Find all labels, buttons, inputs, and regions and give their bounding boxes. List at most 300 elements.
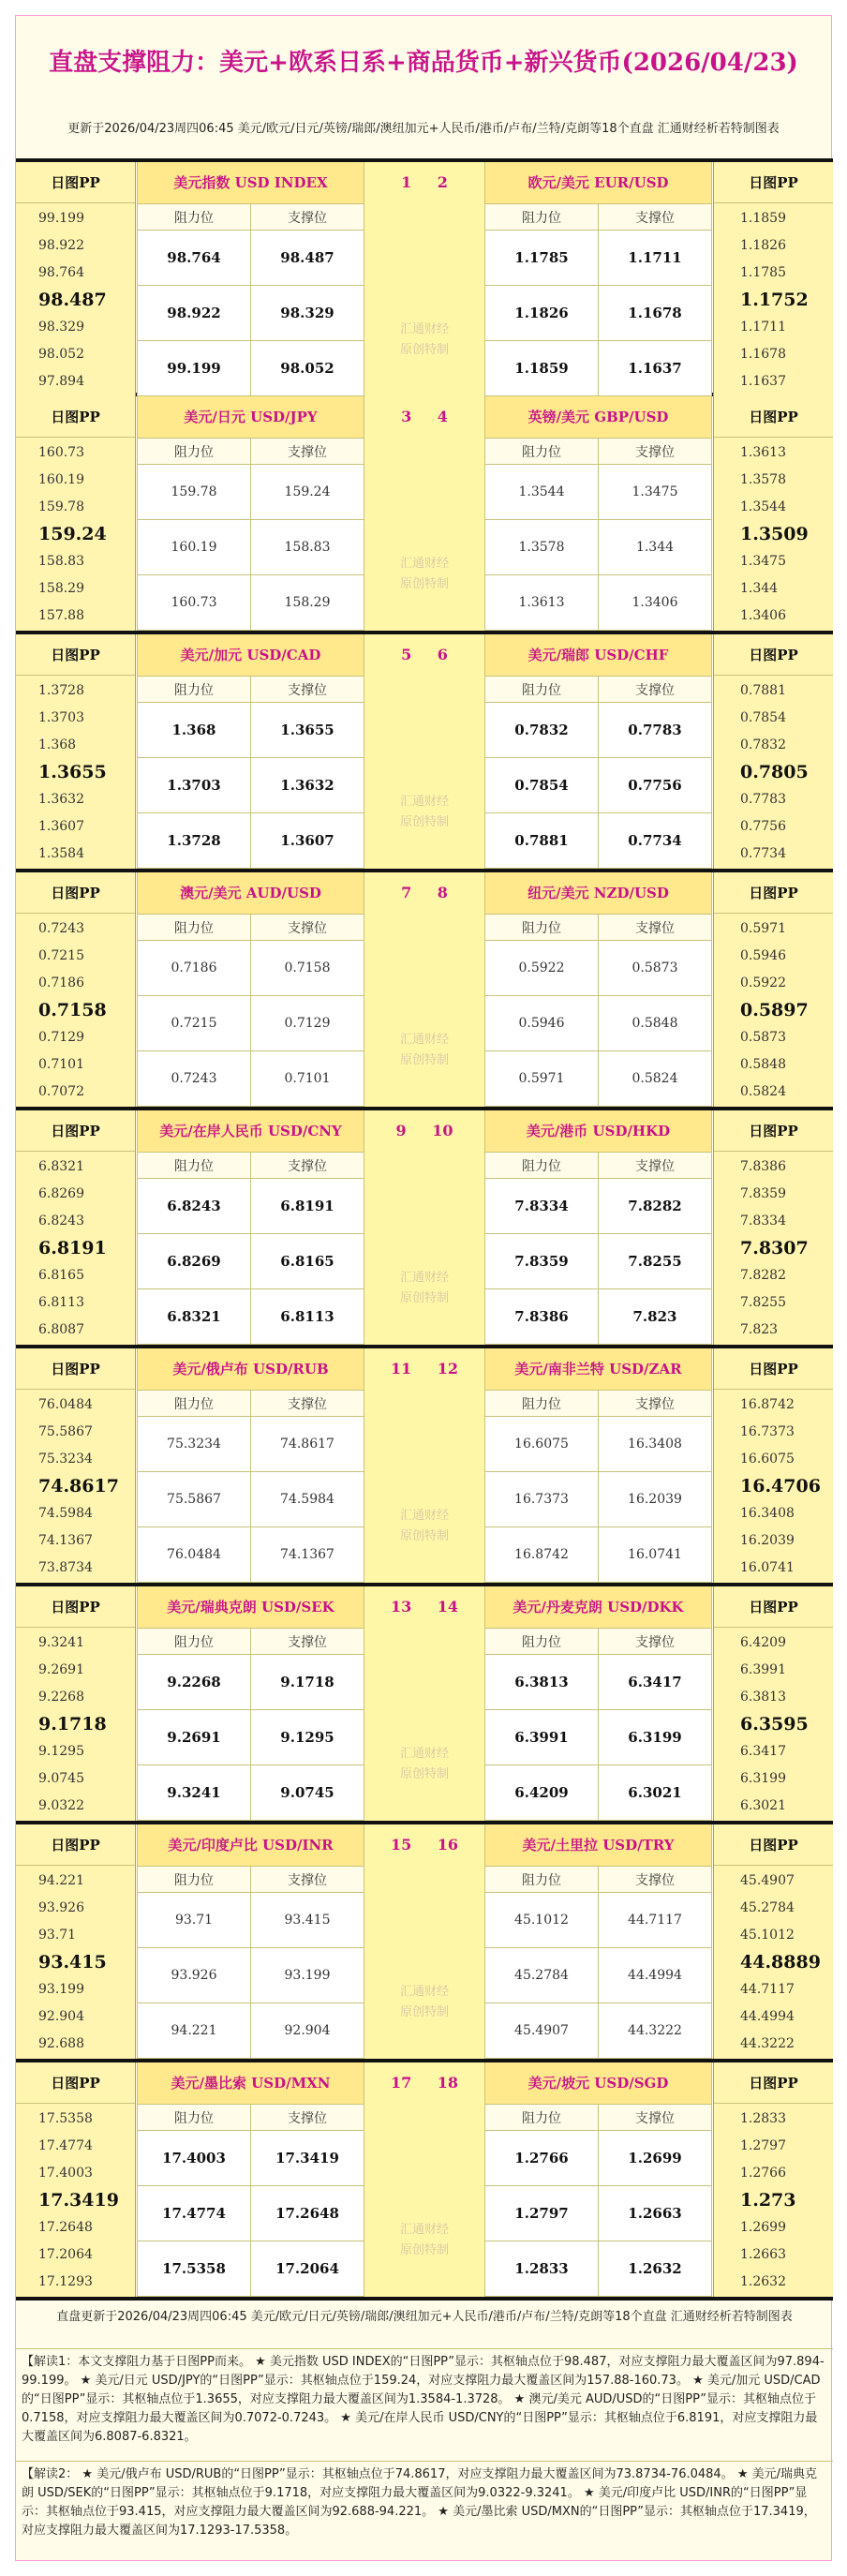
pp-header: 日图PP [714,162,833,203]
table-row [485,996,712,1051]
pp-level-value: 17.5358 [38,2111,93,2126]
resistance-header: 阻力位 [138,2105,251,2131]
watermark [364,1506,484,1547]
pp-header: 日图PP [714,396,833,438]
pair-number: 16 [437,1836,459,1854]
resistance-header: 阻力位 [138,439,251,465]
pp-level-value: 1.3578 [740,472,786,487]
support-value: 1.2663 [599,2186,712,2241]
pair-block [16,2062,833,2301]
pair-number-column [364,1586,484,1821]
pp-level-value: 1.1678 [740,347,786,362]
pp-level-value: 0.5848 [740,1057,786,1072]
pp-level-value: 98.764 [38,265,84,280]
pp-level-value: 6.8113 [38,1295,84,1310]
pp-level-value: 0.7186 [38,975,84,990]
resistance-value: 7.8359 [485,1234,599,1289]
pp-header: 日图PP [16,2062,135,2104]
support-value: 6.3417 [599,1655,712,1710]
support-value: 159.24 [251,465,364,520]
resistance-value: 1.3578 [485,520,599,575]
watermark [364,1744,484,1785]
support-value: 16.2039 [599,1472,712,1527]
pp-level-value: 1.1711 [740,320,786,335]
currency-pair-table [484,1586,712,1821]
support-value: 74.1367 [251,1527,364,1583]
pp-level-value: 1.3632 [38,792,84,807]
left-pp-column [16,1348,136,1583]
pp-level-value: 1.3607 [38,819,84,834]
resistance-value: 0.5971 [485,1051,599,1107]
pp-level-value: 94.221 [38,1873,84,1888]
watermark [364,1268,484,1309]
pivot-point-value: 16.4706 [740,1476,821,1496]
pp-level-value: 44.3222 [740,2036,795,2051]
pp-level-value: 0.7756 [740,819,786,834]
table-row [485,286,712,341]
pp-level-value: 1.344 [740,581,779,596]
support-value: 9.1295 [251,1710,364,1765]
support-value: 98.329 [251,286,364,341]
support-header: 支撑位 [599,677,712,703]
support-header: 支撑位 [599,1629,712,1655]
support-value: 0.5824 [599,1051,712,1107]
table-row [138,1893,364,1948]
resistance-value: 0.7832 [485,703,599,758]
pp-level-value: 0.7783 [740,792,786,807]
support-value: 0.5848 [599,996,712,1051]
watermark [364,1982,484,2023]
pp-level-value: 6.8321 [38,1159,84,1174]
pair-block [16,1110,833,1348]
support-value: 1.3655 [251,703,364,758]
pp-header: 日图PP [16,1586,135,1628]
table-row [485,813,712,869]
currency-pair-table [484,396,712,631]
pp-level-value: 45.1012 [740,1928,795,1943]
pivot-point-value: 159.24 [38,524,107,544]
pair-block [16,634,833,872]
pivot-point-value: 44.8889 [740,1952,821,1973]
pp-level-value: 98.922 [38,238,84,253]
pp-level-value: 6.3021 [740,1798,786,1813]
watermark-line: 汇通财经 [399,557,449,571]
table-row [138,1289,364,1345]
table-row [138,2003,364,2059]
pp-level-value: 76.0484 [38,1397,93,1412]
page-title: 直盘支撑阻力：美元+欧系日系+商品货币+新兴货币(2026/04/23) [49,49,798,77]
pp-level-value: 7.8255 [740,1295,786,1310]
resistance-value: 76.0484 [138,1527,251,1583]
support-value: 1.2632 [599,2241,712,2297]
table-row [138,1948,364,2003]
currency-pair-table [137,634,364,869]
pp-level-value: 1.3475 [740,554,786,569]
table-row [138,465,364,520]
resistance-header: 阻力位 [485,1391,599,1417]
footer-update: 直盘更新于2026/04/23周四06:45 美元/欧元/日元/英镑/瑞郎/澳纽加元+人民币/港币/卢布/兰特/克朗等18个直盘 汇通财经析若特制图表 [16,2301,833,2349]
pp-header: 日图PP [714,1824,833,1866]
resistance-header: 阻力位 [138,677,251,703]
support-header: 支撑位 [599,1391,712,1417]
pp-level-value: 73.8734 [38,1560,93,1575]
resistance-value: 93.926 [138,1948,251,2003]
support-header: 支撑位 [599,2105,712,2131]
table-row [485,1710,712,1765]
table-row [138,2186,364,2241]
pair-number-column [364,1824,484,2059]
watermark-line: 原创特制 [399,1767,449,1781]
pp-level-value: 92.688 [38,2036,84,2051]
watermark [364,554,484,595]
resistance-value: 6.8243 [138,1179,251,1234]
pp-level-value: 9.1295 [38,1744,84,1759]
pp-level-value: 1.2663 [740,2247,786,2262]
resistance-value: 45.2784 [485,1948,599,2003]
table-row [485,465,712,520]
support-value: 17.3419 [251,2131,364,2186]
pp-level-value: 16.8742 [740,1397,795,1412]
pair-title: 英镑/美元 GBP/USD [484,396,712,438]
pp-level-value: 158.29 [38,581,84,596]
pp-level-value: 97.894 [38,374,84,389]
pivot-point-value: 0.7158 [38,1000,107,1020]
resistance-value: 7.8334 [485,1179,599,1234]
resistance-value: 45.1012 [485,1893,599,1948]
pivot-point-value: 7.8307 [740,1238,809,1258]
resistance-value: 6.8321 [138,1289,251,1345]
pair-number: 10 [432,1122,453,1139]
support-value: 7.823 [599,1289,712,1345]
pp-level-value: 0.7243 [38,921,84,936]
support-header: 支撑位 [251,2105,364,2131]
table-row [485,2186,712,2241]
pp-level-value: 7.8282 [740,1268,786,1283]
support-value: 16.3408 [599,1417,712,1472]
table-row [138,1655,364,1710]
right-pp-column [713,1586,833,1821]
pp-header: 日图PP [16,1110,135,1152]
pp-level-value: 93.71 [38,1928,77,1943]
pp-level-value: 0.5946 [740,948,786,963]
resistance-value: 1.2833 [485,2241,599,2297]
pair-number: 5 [401,646,412,663]
resistance-value: 17.5358 [138,2241,251,2297]
pair-numbers [364,1348,484,1390]
pp-header: 日图PP [714,1110,833,1152]
pivot-point-value: 1.3509 [740,524,809,544]
pp-level-value: 1.1826 [740,238,786,253]
pp-level-value: 9.0322 [38,1798,84,1813]
pair-title: 美元/土里拉 USD/TRY [484,1824,712,1866]
support-value: 158.83 [251,520,364,575]
resistance-value: 1.3728 [138,813,251,869]
currency-pair-table [484,1824,712,2059]
support-value: 7.8255 [599,1234,712,1289]
table-row [485,2241,712,2297]
resistance-value: 160.73 [138,575,251,631]
pp-level-value: 160.73 [38,445,84,460]
support-value: 44.3222 [599,2003,712,2059]
support-value: 7.8282 [599,1179,712,1234]
pp-level-value: 17.2064 [38,2247,93,2262]
support-value: 93.199 [251,1948,364,2003]
pp-level-value: 0.7129 [38,1030,84,1045]
pair-numbers [364,162,484,203]
resistance-header: 阻力位 [485,1867,599,1893]
resistance-value: 99.199 [138,341,251,396]
table-row [138,231,364,286]
left-pp-column [16,2062,136,2297]
resistance-value: 0.5922 [485,941,599,996]
pair-numbers [364,634,484,676]
right-pp-column [713,1110,833,1345]
pair-number-column [364,1348,484,1583]
pp-level-value: 1.2766 [740,2166,786,2181]
currency-pair-table [137,1586,364,1821]
support-value: 0.7783 [599,703,712,758]
pair-number: 12 [437,1360,459,1377]
resistance-value: 17.4003 [138,2131,251,2186]
pp-level-value: 0.7101 [38,1057,84,1072]
pp-level-value: 0.7881 [740,683,786,698]
pp-level-value: 17.1293 [38,2274,93,2289]
resistance-header: 阻力位 [138,204,251,231]
pp-level-value: 159.78 [38,499,84,514]
right-pp-column [713,162,833,396]
table-row [485,575,712,631]
pivot-point-value: 1.273 [740,2190,796,2211]
support-header: 支撑位 [599,439,712,465]
update-info: 更新于2026/04/23周四06:45 美元/欧元/日元/英镑/瑞郎/澳纽加元+人民币/港币/卢布/兰特/克朗等18个直盘 汇通财经析若特制图表 [67,122,780,136]
resistance-header: 阻力位 [138,1153,251,1179]
table-row [485,2003,712,2059]
resistance-value: 0.7881 [485,813,599,869]
watermark-line: 原创特制 [399,343,449,357]
table-row [138,996,364,1051]
pp-header: 日图PP [714,872,833,914]
table-row [138,520,364,575]
pp-level-value: 0.5873 [740,1030,786,1045]
table-row [485,1179,712,1234]
pair-title: 欧元/美元 EUR/USD [484,162,712,203]
support-value: 6.8113 [251,1289,364,1345]
currency-pair-table [137,1824,364,2059]
support-value: 0.7129 [251,996,364,1051]
table-row [485,1234,712,1289]
pp-level-value: 9.2691 [38,1662,84,1677]
pp-level-value: 6.4209 [740,1635,786,1650]
table-row [138,813,364,869]
right-pp-column [713,1824,833,2059]
pp-level-value: 0.7832 [740,737,786,752]
pair-block [16,872,833,1110]
watermark-line: 原创特制 [399,1291,449,1305]
support-value: 158.29 [251,575,364,631]
pair-number: 2 [437,173,448,191]
resistance-value: 0.7186 [138,941,251,996]
support-value: 44.7117 [599,1893,712,1948]
pair-number: 9 [395,1122,407,1139]
pp-level-value: 17.4774 [38,2138,93,2153]
pair-number: 6 [437,646,448,663]
pp-level-value: 45.4907 [740,1873,795,1888]
table-row [485,520,712,575]
resistance-value: 1.3613 [485,575,599,631]
watermark-line: 原创特制 [399,1529,449,1543]
table-row [138,1234,364,1289]
resistance-header: 阻力位 [138,1867,251,1893]
table-row [485,703,712,758]
resistance-header: 阻力位 [485,677,599,703]
watermark-line: 原创特制 [399,1053,449,1067]
table-row [138,575,364,631]
resistance-value: 98.764 [138,231,251,286]
pp-level-value: 16.6075 [740,1452,795,1467]
support-header: 支撑位 [251,915,364,941]
resistance-value: 16.7373 [485,1472,599,1527]
pp-level-value: 7.8334 [740,1214,786,1228]
pp-level-value: 16.7373 [740,1424,795,1439]
table-row [138,1051,364,1107]
pp-level-value: 16.2039 [740,1533,795,1548]
pair-title: 美元/在岸人民币 USD/CNY [137,1110,364,1152]
pp-level-value: 1.2797 [740,2138,786,2153]
footer [16,2301,833,2559]
pair-title: 美元/南非兰特 USD/ZAR [484,1348,712,1390]
support-value: 1.1637 [599,341,712,396]
resistance-value: 1.3544 [485,465,599,520]
resistance-value: 1.1859 [485,341,599,396]
pp-level-value: 1.3703 [38,710,84,725]
resistance-value: 6.3991 [485,1710,599,1765]
support-value: 1.3607 [251,813,364,869]
support-value: 0.7101 [251,1051,364,1107]
pivot-point-value: 9.1718 [38,1714,107,1735]
pp-level-value: 1.3613 [740,445,786,460]
pp-level-value: 1.1859 [740,211,786,226]
left-pp-column [16,1586,136,1821]
pp-level-value: 1.3406 [740,608,786,623]
support-value: 17.2064 [251,2241,364,2297]
support-value: 1.3406 [599,575,712,631]
resistance-value: 93.71 [138,1893,251,1948]
pp-level-value: 6.3991 [740,1662,786,1677]
pp-level-value: 99.199 [38,211,84,226]
pp-level-value: 158.83 [38,554,84,569]
pair-title: 纽元/美元 NZD/USD [484,872,712,914]
resistance-value: 1.1826 [485,286,599,341]
support-value: 0.7158 [251,941,364,996]
pp-level-value: 17.4003 [38,2166,93,2181]
watermark-line: 原创特制 [399,815,449,829]
pp-header: 日图PP [714,1586,833,1628]
resistance-value: 0.5946 [485,996,599,1051]
pair-numbers [364,872,484,914]
support-header: 支撑位 [599,1867,712,1893]
resistance-value: 75.3234 [138,1417,251,1472]
pair-number-column [364,1110,484,1345]
support-value: 1.3475 [599,465,712,520]
pair-number: 14 [437,1598,459,1616]
pivot-point-value: 74.8617 [38,1476,119,1496]
left-pp-column [16,1824,136,2059]
support-value: 44.4994 [599,1948,712,2003]
pp-header: 日图PP [714,1348,833,1390]
table-row [485,1417,712,1472]
pp-level-value: 0.5922 [740,975,786,990]
pair-block [16,1824,833,2062]
pair-numbers [364,1586,484,1628]
pair-numbers [364,396,484,438]
pp-level-value: 7.8386 [740,1159,786,1174]
support-value: 6.8191 [251,1179,364,1234]
pair-block [16,1586,833,1824]
right-pp-column [713,2062,833,2297]
pair-number: 8 [437,884,448,901]
table-row [485,758,712,813]
currency-pair-table [137,1348,364,1583]
pp-header: 日图PP [16,396,135,438]
left-pp-column [16,872,136,1107]
pivot-point-value: 1.1752 [740,290,809,310]
pairs-grid [16,158,833,2301]
support-value: 1.344 [599,520,712,575]
currency-pair-table [137,1110,364,1345]
resistance-value: 0.7215 [138,996,251,1051]
watermark-line: 汇通财经 [399,2223,449,2237]
currency-pair-table [484,1348,712,1583]
support-value: 17.2648 [251,2186,364,2241]
pp-level-value: 75.5867 [38,1424,93,1439]
resistance-value: 9.3241 [138,1765,251,1821]
resistance-value: 6.8269 [138,1234,251,1289]
support-value: 1.1678 [599,286,712,341]
resistance-value: 6.4209 [485,1765,599,1821]
watermark-line: 原创特制 [399,2243,449,2257]
pair-title: 美元/丹麦克朗 USD/DKK [484,1586,712,1628]
table-row [138,286,364,341]
pair-number: 13 [390,1598,412,1616]
support-value: 0.7756 [599,758,712,813]
table-row [485,1472,712,1527]
pp-level-value: 1.3728 [38,683,84,698]
watermark [364,1030,484,1071]
support-header: 支撑位 [251,1153,364,1179]
pair-number: 11 [390,1360,412,1377]
resistance-value: 1.368 [138,703,251,758]
pp-level-value: 6.3417 [740,1744,786,1759]
pair-title: 美元/瑞典克朗 USD/SEK [137,1586,364,1628]
support-value: 74.5984 [251,1472,364,1527]
pp-header: 日图PP [16,1348,135,1390]
report-card [15,15,832,2561]
pp-header: 日图PP [16,162,135,203]
pp-header: 日图PP [16,872,135,914]
resistance-value: 94.221 [138,2003,251,2059]
pp-level-value: 1.3544 [740,499,786,514]
resistance-header: 阻力位 [485,1629,599,1655]
pair-number-column [364,162,484,396]
pp-level-value: 44.4994 [740,2009,795,2024]
watermark [364,792,484,833]
pp-level-value: 45.2784 [740,1900,795,1915]
pair-number-column [364,2062,484,2297]
watermark-line: 汇通财经 [399,322,449,336]
table-row [138,1710,364,1765]
currency-pair-table [137,2062,364,2297]
pp-level-value: 0.5971 [740,921,786,936]
